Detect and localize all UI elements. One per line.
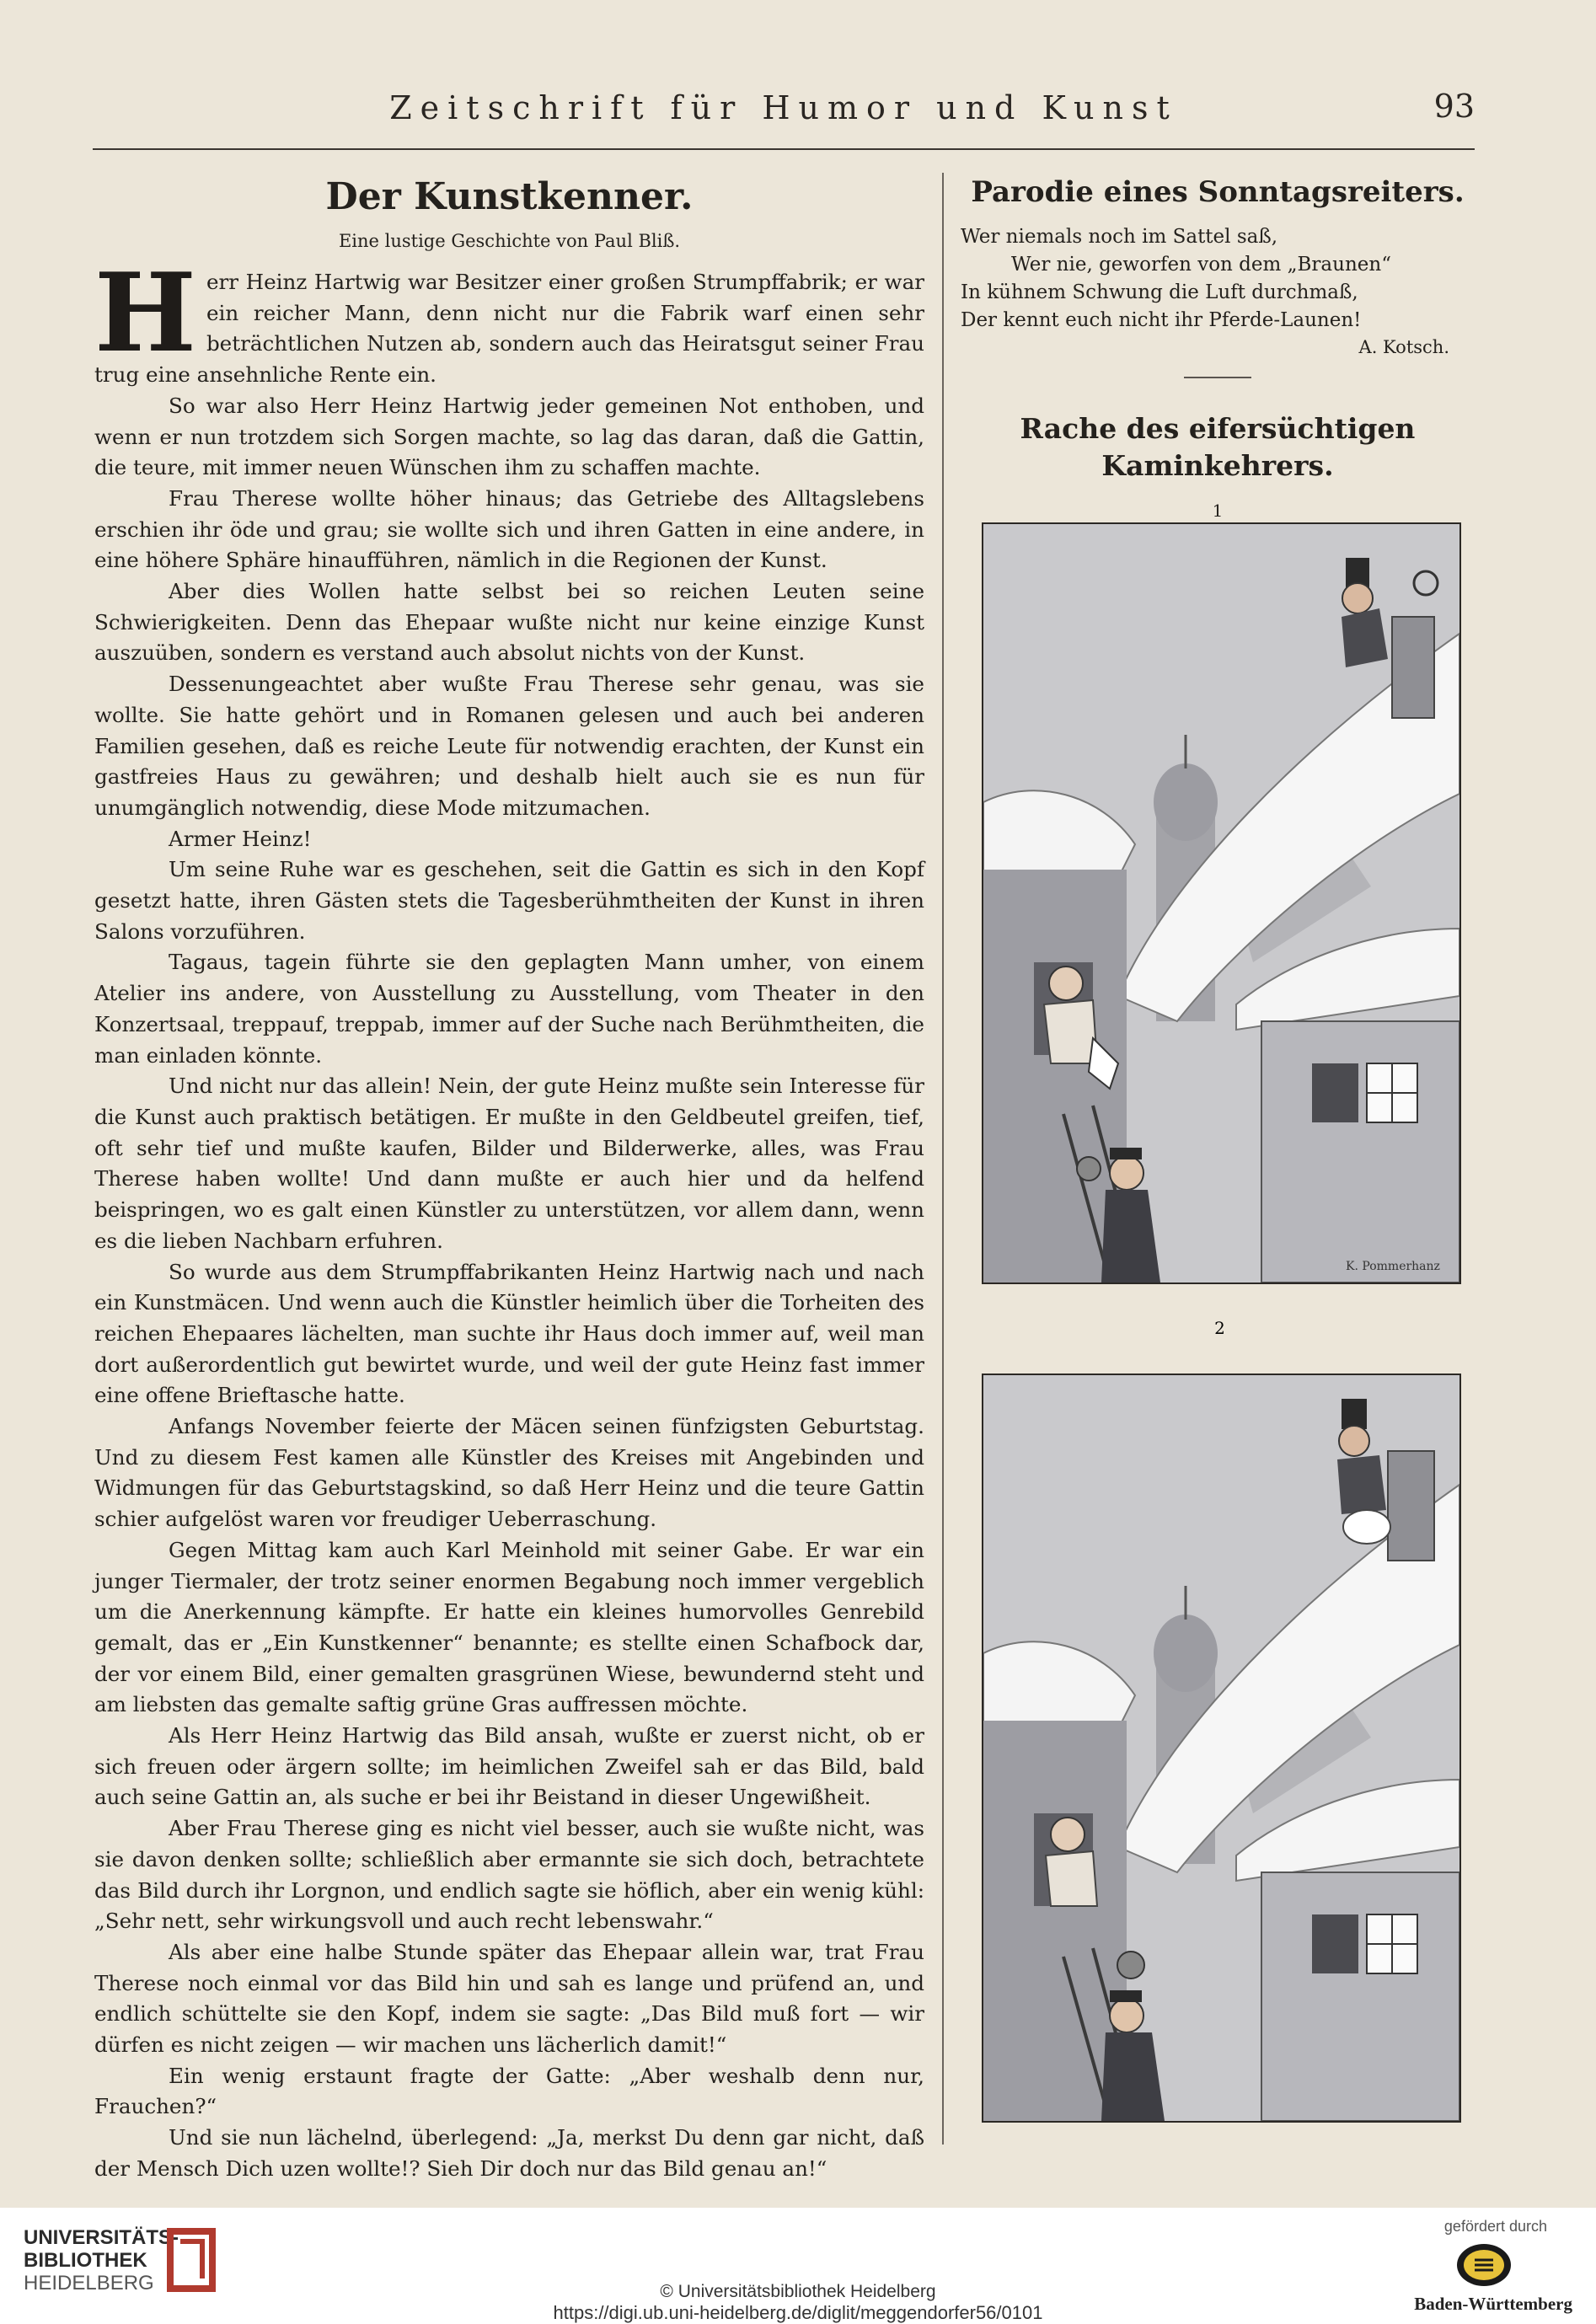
poem [961, 223, 1475, 360]
cartoon-illustration-2 [983, 1375, 1459, 2121]
artist-signature: K. Pommerhanz [1346, 1260, 1440, 1273]
sidebar-column [961, 173, 1475, 522]
permalink-url[interactable]: https://digi.ub.uni-heidelberg.de/diglit/meggendorfer56/0101 [553, 2302, 1043, 2323]
story-paragraph: Und nicht nur das allein! Nein, der gute Heinz mußte sein Interesse für die Kunst auch praktisch betätigen. Er mußte in den Geldbeutel greifen, tief, oft sehr tief und mußte kaufen, Bilder und Bilderwerke, alles, was Frau Therese haben wollte! Und dann mußte er auch hier und da helfend beispringen, wo es galt einen Künstler zu unterstützen, vor allem dann, wenn es die lieben Nachbarn erfuhren. [94, 1074, 924, 1253]
cartoon-illustration-1 [983, 524, 1459, 1282]
poem-line: Der kennt euch nicht ihr Pferde-Launen! [961, 309, 1362, 331]
panel-number-1: 1 [1212, 501, 1224, 521]
baden-wuerttemberg-seal-icon [1454, 2241, 1513, 2289]
panel-number-2: 2 [1214, 1318, 1225, 1338]
drop-cap: H [94, 250, 196, 377]
story-paragraph: Und sie nun lächelnd, überlegend: „Ja, merkst Du denn gar nicht, daß der Mensch Dich uzen wollte!? Sieh Dir doch nur das Bild genau an!“ [94, 2125, 924, 2181]
story-title: Der Kunstkenner. [325, 175, 694, 218]
story-paragraph: Dessenungeachtet aber wußte Frau Therese sehr genau, was sie wollte. Sie hatte gehört und in Romanen gelesen und auch bei anderen Familien gesehen, daß es reiche Leute für notwendig erachten, der Kunst ein gastfreies Haus zu gewähren; und deshalb hielt auch sie es nun für unumgänglich notwendig, diese Mode mitzumachen. [94, 672, 924, 820]
funded-by-label: gefördert durch [1443, 2218, 1547, 2235]
footer-bar [0, 2208, 1596, 2324]
story-paragraph: Als aber eine halbe Stunde später das Ehepaar allein war, trat Frau Therese noch einmal vor das Bild hin und sah es lange und prüfend an, und endlich schüttelte sie den Kopf, indem sie sagte: „Das Bild muß fort — wir dürfen es nicht zeigen — wir machen uns lächerlich damit!“ [94, 1939, 924, 2058]
journal-title: Zeitschrift für Humor und Kunst [389, 89, 1178, 126]
story-paragraph: Gegen Mittag kam auch Karl Meinhold mit seiner Gabe. Er war ein junger Tiermaler, der trotz seiner enormen Begabung noch immer vergeblich um die Anerkennung kämpfte. Er hatte ein kleines humorvolles Genrebild gemalt, das er „Ein Kunstkenner“ benannte; es stellte einen Schafbock dar, der vor einem Bild, einer gemalten grasgrünen Wiese, bewundernd steht und am liebsten das gemalte saftig grüne Gras auffressen möchte. [94, 1537, 924, 1717]
cartoon-panel-1 [982, 522, 1461, 1284]
cartoon-panel-2 [982, 1374, 1461, 2123]
story-first-paragraph [94, 250, 924, 391]
story-paragraph: Armer Heinz! [169, 826, 312, 851]
story-paragraph: Tagaus, tagein führte sie den geplagten Mann umher, von einem Atelier ins andere, von Ausstellung zu Ausstellung, vom Theater in den Konzertsaal, treppauf, treppab, immer auf der Suche nach Berühmtheiten, die man einladen könnte. [94, 950, 924, 1068]
story-body [94, 250, 924, 2185]
poem-author: A. Kotsch. [1358, 337, 1449, 357]
column-divider [942, 173, 944, 2145]
story-paragraph: Aber Frau Therese ging es nicht viel besser, auch sie wußte nicht, was sie davon denken sollte; schließlich aber ermannte sie sich doch, betrachtete das Bild durch ihr Lorgnon, und endlich sagte sie höflich, aber ein wenig kühl: „Sehr nett, sehr wirkungsvoll und auch recht lebenswahr.“ [94, 1816, 924, 1934]
cartoon-title: Rache des eifersüchtigen Kaminkehrers. [1020, 412, 1416, 482]
poem-line: In kühnem Schwung die Luft durchmaß, [961, 281, 1358, 303]
story-paragraph: So war also Herr Heinz Hartwig jeder gemeinen Not enthoben, und wenn er nun trotzdem sich Sorgen machte, so lag das daran, daß die Gattin, die teure, mit immer neuen Wünschen ihm zu schaffen machte. [94, 393, 924, 480]
story-paragraph: Aber dies Wollen hatte selbst bei so reichen Leuten seine Schwierigkeiten. Denn das Ehepaar wußte nicht nur keine einzige Kunst auszuüben, sondern es verstand auch absolut nichts von der Kunst. [94, 579, 924, 666]
story-column [94, 173, 924, 2185]
story-paragraph: So wurde aus dem Strumpffabrikanten Heinz Hartwig nach und nach ein Kunstmäcen. Und wenn auch die Künstler heimlich über die Torheiten des reichen Ehepaares lächelten, man suchte ihr Haus doch immer auf, weil man dort außerordentlich gut bewirtet wurde, und weil der gute Heinz fast immer eine offene Brieftasche hatte. [94, 1259, 924, 1408]
funder-name: Baden-Württemberg [1414, 2294, 1572, 2314]
logo-line: UNIVERSITÄTS- [24, 2226, 179, 2249]
poem-line: Wer nie, geworfen von dem „Braunen“ [1011, 254, 1391, 276]
poem-title: Parodie eines Sonntagsreiters. [971, 175, 1465, 209]
story-paragraph: Anfangs November feierte der Mäcen seinen fünfzigsten Geburtstag. Und zu diesem Fest kamen alle Künstler des Kreises mit Angebinden und Widmungen für das Geburtstagskind, so daß Herr Heinz und die teure Gattin schier aufgelöst waren vor freudiger Ueberraschung. [94, 1414, 924, 1532]
header-rule [93, 148, 1475, 150]
story-paragraph: Um seine Ruhe war es geschehen, seit die Gattin es sich in den Kopf gesetzt hatte, ihren Gästen stets die Tagesberühmtheiten der Kunst in ihren Salons vorzuführen. [94, 857, 924, 944]
story-byline: Eine lustige Geschichte von Paul Bliß. [338, 231, 681, 251]
poem-line: Wer niemals noch im Sattel saß, [961, 226, 1278, 248]
running-header [93, 84, 1475, 135]
logo-line: BIBLIOTHEK [24, 2249, 147, 2272]
story-paragraph: Als Herr Heinz Hartwig das Bild ansah, wußte er zuerst nicht, ob er sich freuen oder ärgern sollte; im heimlichen Zweifel sah er das Bild, bald auch seine Gattin an, als suche er bei ihr Beistand in dieser Ungewißheit. [94, 1723, 924, 1810]
page-number: 93 [1433, 88, 1475, 125]
logo-line: HEIDELBERG [24, 2272, 154, 2295]
first-paragraph-text: err Heinz Hartwig war Besitzer einer großen Strumpffabrik; er war ein reicher Mann, denn nicht nur die Fabrik warf einen sehr beträchtlichen Nutzen ab, sondern auch das Heiratsgut seiner Frau trug eine ansehnliche Rente ein. [94, 270, 924, 388]
copyright-notice: © Universitätsbibliothek Heidelberg [660, 2282, 936, 2301]
story-paragraph: Ein wenig erstaunt fragte der Gatte: „Aber weshalb denn nur, Frauchen?“ [94, 2063, 924, 2119]
story-paragraph: Frau Therese wollte höher hinaus; das Getriebe des Alltagslebens erschien ihr öde und grau; sie wollte sich und ihren Gatten in eine andere, in eine höhere Sphäre hinaufführen, nämlich in die Regionen der Kunst. [94, 485, 924, 573]
section-divider [1184, 377, 1251, 378]
